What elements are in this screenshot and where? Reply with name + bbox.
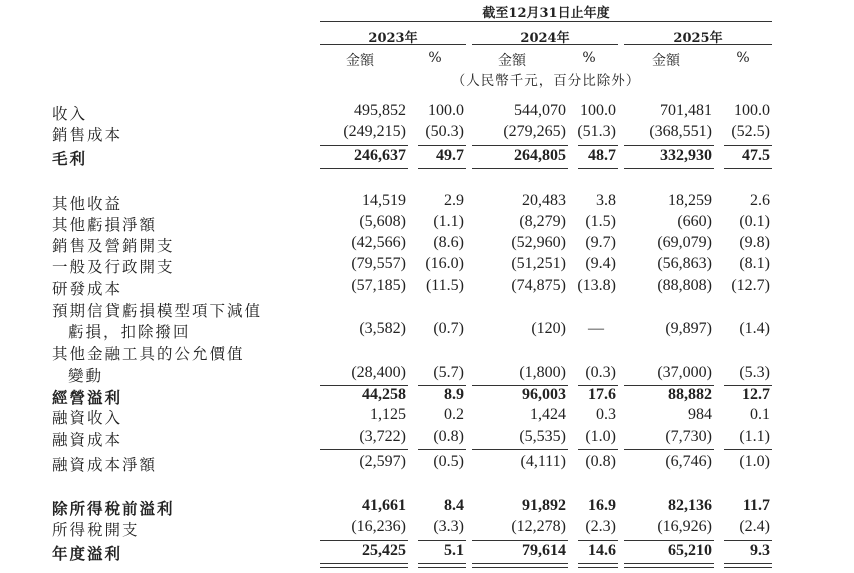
percent-cell: (3.3) [433,518,464,535]
percent-cell: 5.1 [444,542,464,559]
percent-cell: (8.1) [739,255,770,272]
amount-cell: (51,251) [511,255,566,272]
percent-cell: 100.0 [734,102,770,119]
amount-cell: (69,079) [657,234,712,251]
percent-cell: 14.6 [588,542,616,559]
percent-cell: (9.7) [585,234,616,251]
percent-cell: (1.1) [433,213,464,230]
amount-cell: 14,519 [362,192,406,209]
row-label: 銷售成本 [52,126,123,144]
amount-cell: 25,425 [362,542,406,559]
amount-cell: (28,400) [351,364,406,381]
row-label: 其他虧損淨額 [52,216,158,234]
year-rule-2023 [320,44,466,45]
row-label: 其他收益 [52,195,123,213]
units-note: （人民幣千元，百分比除外） [451,73,641,89]
percent-cell: (0.7) [433,320,464,337]
table-row [0,542,854,563]
year-2024: 2024年 [520,31,570,46]
amount-cell: (3,582) [359,320,406,337]
amount-cell: (368,551) [649,123,712,140]
percent-cell: 8.4 [444,497,464,514]
subtotal-rule [418,540,466,541]
amount-cell: 264,805 [514,147,566,164]
amount-cell: (9,897) [665,320,712,337]
row-label: 年度溢利 [52,544,123,563]
amount-cell: 18,259 [668,192,712,209]
amount-cell: (74,875) [511,277,566,294]
table-row [0,428,854,449]
double-total-rule [418,563,466,568]
year-2023: 2023年 [368,31,418,46]
amount-cell: (660) [677,213,712,230]
percent-cell: (0.3) [585,364,616,381]
year-rule-2024 [472,44,618,45]
amount-cell: 44,258 [362,386,406,403]
row-label: 收入 [52,105,88,123]
double-total-rule [624,563,714,568]
percent-cell: 48.7 [588,147,616,164]
amount-header-2023: 金額 [346,53,374,69]
subtotal-rule [472,385,568,386]
percent-cell: (9.8) [739,234,770,251]
percent-cell: (5.3) [739,364,770,381]
row-label: 預期信貸虧損模型項下減值 [52,302,263,320]
subtotal-rule [472,449,568,450]
table-row [0,147,854,168]
amount-cell: (5,608) [359,213,406,230]
subtotal-rule [418,145,466,146]
row-label: 除所得稅前溢利 [52,499,175,518]
row-label: 研發成本 [52,280,123,298]
percent-cell: 11.7 [742,497,770,514]
row-label: 融資成本淨額 [52,456,158,474]
amount-cell: (7,730) [665,428,712,445]
table-row [0,255,854,276]
subtotal-rule [624,385,714,386]
percent-cell: (8.6) [433,234,464,251]
amount-cell: (1,800) [519,364,566,381]
amount-cell: 246,637 [354,147,406,164]
header-rule [320,21,772,22]
amount-cell: (57,185) [351,277,406,294]
subtotal-rule [578,385,618,386]
percent-cell: 0.1 [750,406,770,423]
period-header: 截至12月31日止年度 [482,6,610,21]
amount-cell: 701,481 [660,102,712,119]
percent-header-2023: % [428,50,442,66]
amount-cell: 41,661 [362,497,406,514]
double-total-rule [578,563,618,568]
percent-cell: 12.7 [742,386,770,403]
subtotal-rule [578,449,618,450]
amount-cell: (16,926) [657,518,712,535]
subtotal-rule [418,385,466,386]
percent-cell: 2.9 [444,192,464,209]
amount-cell: 495,852 [354,102,406,119]
percent-cell: (0.8) [433,428,464,445]
total-rule [472,168,568,169]
table-row [0,342,854,363]
subtotal-rule [320,540,408,541]
percent-cell: 2.6 [750,192,770,209]
table-row [0,320,854,341]
row-label: 毛利 [52,149,88,168]
amount-cell: (37,000) [657,364,712,381]
percent-cell: (50.3) [425,123,464,140]
percent-cell: (0.8) [585,453,616,470]
table-row [0,364,854,385]
table-row [0,213,854,234]
row-label: 一般及行政開支 [52,258,175,276]
table-row [0,497,854,518]
subtotal-rule [578,145,618,146]
amount-cell: (42,566) [351,234,406,251]
subtotal-rule [624,540,714,541]
percent-cell: (52.5) [731,123,770,140]
total-rule [724,168,772,169]
row-label: 虧損，扣除撥回 [68,323,191,341]
subtotal-rule [724,145,772,146]
total-rule [320,168,408,169]
amount-cell: 82,136 [668,497,712,514]
table-row [0,123,854,144]
subtotal-rule [472,145,568,146]
subtotal-rule [578,540,618,541]
amount-cell: 88,882 [668,386,712,403]
amount-cell: 96,003 [522,386,566,403]
row-label: 銷售及營銷開支 [52,237,175,255]
amount-cell: (4,111) [520,453,566,470]
amount-cell: (279,265) [503,123,566,140]
amount-cell: (88,808) [657,277,712,294]
percent-cell: 0.2 [444,406,464,423]
amount-cell: (2,597) [359,453,406,470]
table-row [0,192,854,213]
subtotal-rule [624,145,714,146]
amount-cell: (120) [531,320,566,337]
row-label: 融資成本 [52,431,123,449]
amount-header-2025: 金額 [652,53,680,69]
table-row [0,102,854,123]
percent-cell: (13.8) [577,277,616,294]
percent-cell: (12.7) [731,277,770,294]
total-rule [418,168,466,169]
table-row [0,234,854,255]
row-label: 其他金融工具的公允價值 [52,345,245,363]
total-rule [578,168,618,169]
amount-cell: (6,746) [665,453,712,470]
percent-cell: (0.1) [739,213,770,230]
table-row [0,406,854,427]
amount-cell: 79,614 [522,542,566,559]
amount-header-2024: 金額 [498,53,526,69]
table-row [0,453,854,474]
subtotal-rule [724,540,772,541]
row-label: 所得稅開支 [52,521,140,539]
double-total-rule [472,563,568,568]
amount-cell: (56,863) [657,255,712,272]
percent-cell: (1.0) [585,428,616,445]
percent-cell: (1.1) [739,428,770,445]
amount-cell: 20,483 [522,192,566,209]
total-rule [624,168,714,169]
percent-cell: — [588,320,604,337]
percent-cell: (5.7) [433,364,464,381]
double-total-rule [320,563,408,568]
amount-cell: (8,279) [519,213,566,230]
percent-header-2025: % [736,50,750,66]
year-rule-2025 [624,44,772,45]
amount-cell: (79,557) [351,255,406,272]
amount-cell: 91,892 [522,497,566,514]
amount-cell: (12,278) [511,518,566,535]
subtotal-rule [724,449,772,450]
percent-cell: (51.3) [577,123,616,140]
amount-cell: 544,070 [514,102,566,119]
row-label: 變動 [68,367,104,385]
subtotal-rule [472,540,568,541]
percent-cell: 3.8 [596,192,616,209]
percent-cell: (0.5) [433,453,464,470]
table-row [0,518,854,539]
percent-cell: (16.0) [425,255,464,272]
year-2025: 2025年 [673,31,723,46]
percent-cell: (1.4) [739,320,770,337]
amount-cell: (52,960) [511,234,566,251]
percent-cell: (1.5) [585,213,616,230]
table-row [0,299,854,320]
percent-cell: (11.5) [425,277,464,294]
double-total-rule [724,563,772,568]
percent-cell: 17.6 [588,386,616,403]
percent-cell: 16.9 [588,497,616,514]
amount-cell: (249,215) [343,123,406,140]
subtotal-rule [320,145,408,146]
percent-cell: 9.3 [750,542,770,559]
percent-cell: 100.0 [428,102,464,119]
amount-cell: (16,236) [351,518,406,535]
percent-cell: 49.7 [436,147,464,164]
subtotal-rule [624,449,714,450]
percent-cell: (9.4) [585,255,616,272]
percent-cell: 47.5 [742,147,770,164]
amount-cell: 332,930 [660,147,712,164]
amount-cell: 1,424 [530,406,566,423]
subtotal-rule [724,385,772,386]
percent-cell: (1.0) [739,453,770,470]
amount-cell: 1,125 [370,406,406,423]
amount-cell: 65,210 [668,542,712,559]
percent-cell: (2.4) [739,518,770,535]
percent-cell: 0.3 [596,406,616,423]
subtotal-rule [320,449,408,450]
percent-cell: (2.3) [585,518,616,535]
percent-header-2024: % [582,50,596,66]
table-row [0,277,854,298]
amount-cell: 984 [688,406,712,423]
percent-cell: 8.9 [444,386,464,403]
table-row [0,386,854,407]
amount-cell: (5,535) [519,428,566,445]
amount-cell: (3,722) [359,428,406,445]
subtotal-rule [418,449,466,450]
percent-cell: 100.0 [580,102,616,119]
row-label: 融資收入 [52,409,123,427]
row-label: 經營溢利 [52,388,123,407]
subtotal-rule [320,385,408,386]
